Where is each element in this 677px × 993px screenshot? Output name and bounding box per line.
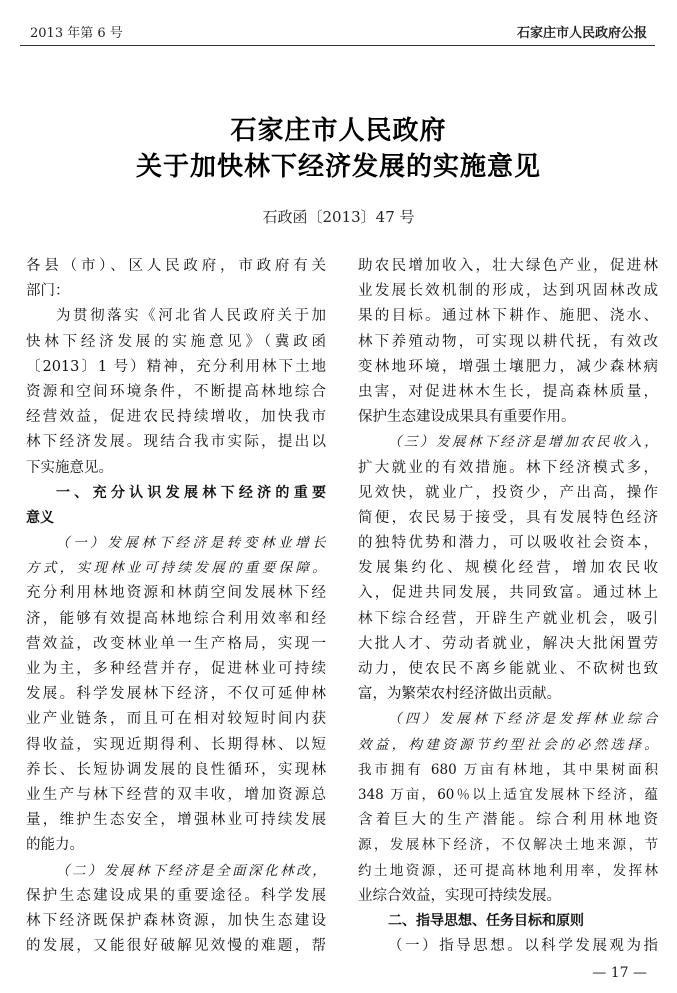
text-line: 的独特优势和潜力，可以吸收社会资本， <box>358 535 658 552</box>
text-line: 林下养殖动物，可实现以耕代抚，有效改 <box>358 333 658 350</box>
text-line: 发展。科学发展林下经济，不仅可延伸林 <box>26 686 326 703</box>
text-line: 业综合效益，实现可持续发展。 <box>358 887 561 904</box>
publication-name: 石家庄市人民政府公报 <box>516 26 647 41</box>
text-line: 变林地环境，增强土壤肥力，减少森林病 <box>358 358 658 375</box>
text-line: 的发展，又能很好破解见效慢的难题，帮 <box>26 938 326 955</box>
text-line: 经营效益，促进农民持续增收，加快我市 <box>26 409 326 426</box>
text-line: 营效益，改变林业单一生产格局，实现一 <box>26 635 326 652</box>
document-number: 石政函〔2013〕47 号 <box>262 208 415 226</box>
issue-label: 2013 年第 6 号 <box>30 26 123 41</box>
text-line: 我市拥有 680 万亩有林地，其中果树面积 <box>358 761 658 778</box>
text-line: 保护生态建设成果具有重要作用。 <box>358 409 576 426</box>
section-heading: 二、指导思想、任务目标和原则 <box>388 912 584 929</box>
right-column <box>358 254 658 959</box>
document-title-line1: 石家庄市人民政府 <box>230 116 447 146</box>
text-line: 富，为繁荣农村经济做出贡献。 <box>358 686 561 703</box>
page-number: — 17 — <box>592 965 647 981</box>
header-rule <box>20 45 655 46</box>
text-line: 〔2013〕1 号）精神，充分利用林下土地 <box>26 358 326 375</box>
text-line: 部门： <box>26 283 70 300</box>
text-line: 简便，农民易于接受，具有发展特色经济 <box>358 509 658 526</box>
text-line: 业发展长效机制的形成，达到巩固林改成 <box>358 283 658 300</box>
text-line: 林下经济发展。现结合我市实际，提出以 <box>26 434 326 451</box>
text-line: 济，能够有效提高林地综合利用效率和经 <box>26 610 326 627</box>
text-line: 业产业链条，而且可在相对较短时间内获 <box>26 711 326 728</box>
text-line: 养长、长短协调发展的良性循环，实现林 <box>26 761 326 778</box>
subsection-heading: （二）发展林下经济是全面深化林改， <box>56 862 326 879</box>
subsection-heading: （三）发展林下经济是增加农民收入， <box>388 434 658 451</box>
text-line: 充分利用林地资源和林荫空间发展林下经 <box>26 585 326 602</box>
text-line: 果的目标。通过林下耕作、施肥、浇水、 <box>358 308 658 325</box>
page-header <box>20 18 655 46</box>
text-line: 得收益，实现近期得利、长期得林、以短 <box>26 736 326 753</box>
subsection-heading: 效益，构建资源节约型社会的必然选择。 <box>358 736 658 753</box>
text-line: 扩大就业的有效措施。林下经济模式多， <box>358 459 658 476</box>
text-line: 林下经济既保护森林资源，加快生态建设 <box>26 912 326 929</box>
section-heading: 意义 <box>26 509 54 526</box>
left-column <box>26 254 326 959</box>
text-line: 林下综合经营，开辟生产就业机会，吸引 <box>358 610 658 627</box>
subsection-heading: 方式，实现林业可持续发展的重要保障。 <box>26 560 326 577</box>
text-line: 源，发展林下经济，不仅解决土地来源，节 <box>358 837 658 854</box>
subsection-heading: （四）发展林下经济是发挥林业综合 <box>388 711 658 728</box>
text-line: 的能力。 <box>26 837 84 854</box>
text-line: 助农民增加收入，壮大绿色产业，促进林 <box>358 258 658 274</box>
text-line: 业为主，多种经营并存，促进林业可持续 <box>26 661 326 677</box>
text-line: 资源和空间环境条件，不断提高林地综合 <box>26 383 326 400</box>
text-line: 保护生态建设成果的重要途径。科学发展 <box>26 887 326 904</box>
text-line: 入，促进共同发展，共同致富。通过林上 <box>358 585 658 602</box>
text-line: 动力，使农民不离乡能就业、不砍树也致 <box>358 661 658 677</box>
text-line: 虫害，对促进林木生长，提高森林质量， <box>358 383 658 400</box>
text-line: 348 万亩，60％以上适宜发展林下经济，蕴 <box>358 786 658 803</box>
document-title-line2: 关于加快林下经济发展的实施意见 <box>135 152 541 182</box>
text-line: 业生产与林下经营的双丰收，增加资源总 <box>26 786 326 803</box>
text-line: 大批人才、劳动者就业，解决大批闲置劳 <box>358 635 658 652</box>
text-line: 见效快，就业广，投资少，产出高，操作 <box>358 484 658 501</box>
text-line: （一）指导思想。以科学发展观为指 <box>388 938 658 955</box>
text-line: 快林下经济发展的实施意见》（冀政函 <box>26 333 326 350</box>
text-line: 发展集约化、规模化经营，增加农民收 <box>358 560 658 577</box>
text-line: 含着巨大的生产潜能。综合利用林地资 <box>358 812 658 829</box>
section-heading: 一、充分认识发展林下经济的重要 <box>56 484 326 501</box>
text-line: 量，维护生态安全，增强林业可持续发展 <box>26 812 326 829</box>
text-line: 各县（市）、区人民政府，市政府有关 <box>26 258 326 274</box>
text-line: 约土地资源，还可提高林地利用率，发挥林 <box>358 862 658 879</box>
subsection-heading: （一）发展林下经济是转变林业增长 <box>56 535 326 552</box>
text-line: 下实施意见。 <box>26 459 113 476</box>
text-line: 为贯彻落实《河北省人民政府关于加 <box>56 308 326 325</box>
